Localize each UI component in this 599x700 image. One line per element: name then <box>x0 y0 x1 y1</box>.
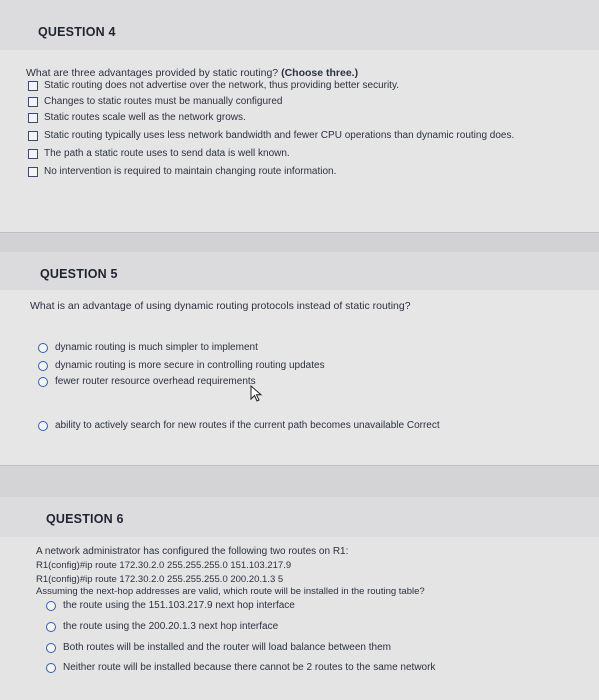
radio-button[interactable] <box>38 361 48 371</box>
question-4-prompt-text: What are three advantages provided by static routing? <box>26 67 279 79</box>
checkbox[interactable] <box>28 113 38 123</box>
q4-option-4[interactable] <box>28 130 514 141</box>
q4-option-1[interactable] <box>28 80 399 91</box>
q4-option-6-label: No intervention is required to maintain changing route information. <box>44 166 337 177</box>
question-4-header <box>0 0 599 51</box>
checkbox[interactable] <box>28 97 38 107</box>
q4-option-2[interactable] <box>28 96 282 107</box>
mouse-cursor-icon <box>250 385 264 403</box>
q4-option-3[interactable] <box>28 112 246 123</box>
question-6-body <box>0 537 599 700</box>
separator <box>0 465 599 499</box>
q5-option-1[interactable] <box>38 342 258 353</box>
question-6-prompt-line-2: R1(config)#ip route 172.30.2.0 255.255.255.0 151.103.217.9 <box>36 560 292 571</box>
question-4-prompt <box>26 67 358 79</box>
radio-button[interactable] <box>38 343 48 353</box>
q5-option-3-label: fewer router resource overhead requirements <box>55 376 256 387</box>
q4-option-4-label: Static routing typically uses less network bandwidth and fewer CPU operations than dynamic routing does. <box>44 130 515 141</box>
q5-option-2-label: dynamic routing is more secure in controlling routing updates <box>55 360 325 371</box>
q6-option-4-label: Neither route will be installed because there cannot be 2 routes to the same network <box>63 662 436 673</box>
checkbox[interactable] <box>28 167 38 177</box>
q5-option-3[interactable] <box>38 376 256 387</box>
question-6-prompt-line-1: A network administrator has configured the following two routes on R1: <box>36 546 349 557</box>
q5-option-4-label: ability to actively search for new routes if the current path becomes unavailable Correct <box>55 420 440 431</box>
question-5-header <box>0 252 599 291</box>
q4-option-5-label: The path a static route uses to send data is well known. <box>44 148 290 159</box>
q6-option-1[interactable] <box>46 600 295 611</box>
q4-option-6[interactable] <box>28 166 336 177</box>
radio-button[interactable] <box>46 643 56 653</box>
q6-option-2-label: the route using the 200.20.1.3 next hop interface <box>63 621 279 632</box>
radio-button[interactable] <box>46 663 56 673</box>
checkbox[interactable] <box>28 149 38 159</box>
radio-button[interactable] <box>38 377 48 387</box>
q4-option-2-label: Changes to static routes must be manually configured <box>44 96 283 107</box>
question-4-title: QUESTION 4 <box>38 25 116 39</box>
question-4-body <box>0 50 599 232</box>
q4-option-1-label: Static routing does not advertise over the network, thus providing better security. <box>44 80 399 91</box>
q6-option-3-label: Both routes will be installed and the router will load balance between them <box>63 642 391 653</box>
q6-option-3[interactable] <box>46 642 391 653</box>
radio-button[interactable] <box>46 601 56 611</box>
q6-option-2[interactable] <box>46 621 278 632</box>
question-6-title: QUESTION 6 <box>46 512 124 526</box>
radio-button[interactable] <box>46 622 56 632</box>
q4-option-5[interactable] <box>28 148 290 159</box>
radio-button[interactable] <box>38 421 48 431</box>
q4-option-3-label: Static routes scale well as the network grows. <box>44 112 246 123</box>
question-6-prompt-line-4: Assuming the next-hop addresses are valid, which route will be installed in the routing table? <box>36 586 425 597</box>
question-6-header <box>0 497 599 538</box>
question-5-title: QUESTION 5 <box>40 267 118 281</box>
question-6-prompt-line-3: R1(config)#ip route 172.30.2.0 255.255.255.0 200.20.1.3 5 <box>36 574 284 585</box>
q6-option-4[interactable] <box>46 662 435 673</box>
q5-option-2[interactable] <box>38 360 325 371</box>
question-5-body <box>0 290 599 465</box>
question-5-prompt: What is an advantage of using dynamic routing protocols instead of static routing? <box>30 300 411 312</box>
checkbox[interactable] <box>28 81 38 91</box>
separator <box>0 232 599 254</box>
question-4-choose-hint: (Choose three.) <box>281 67 359 79</box>
q5-option-1-label: dynamic routing is much simpler to implement <box>55 342 258 353</box>
checkbox[interactable] <box>28 131 38 141</box>
q5-option-4[interactable] <box>38 420 440 431</box>
q6-option-1-label: the route using the 151.103.217.9 next hop interface <box>63 600 295 611</box>
